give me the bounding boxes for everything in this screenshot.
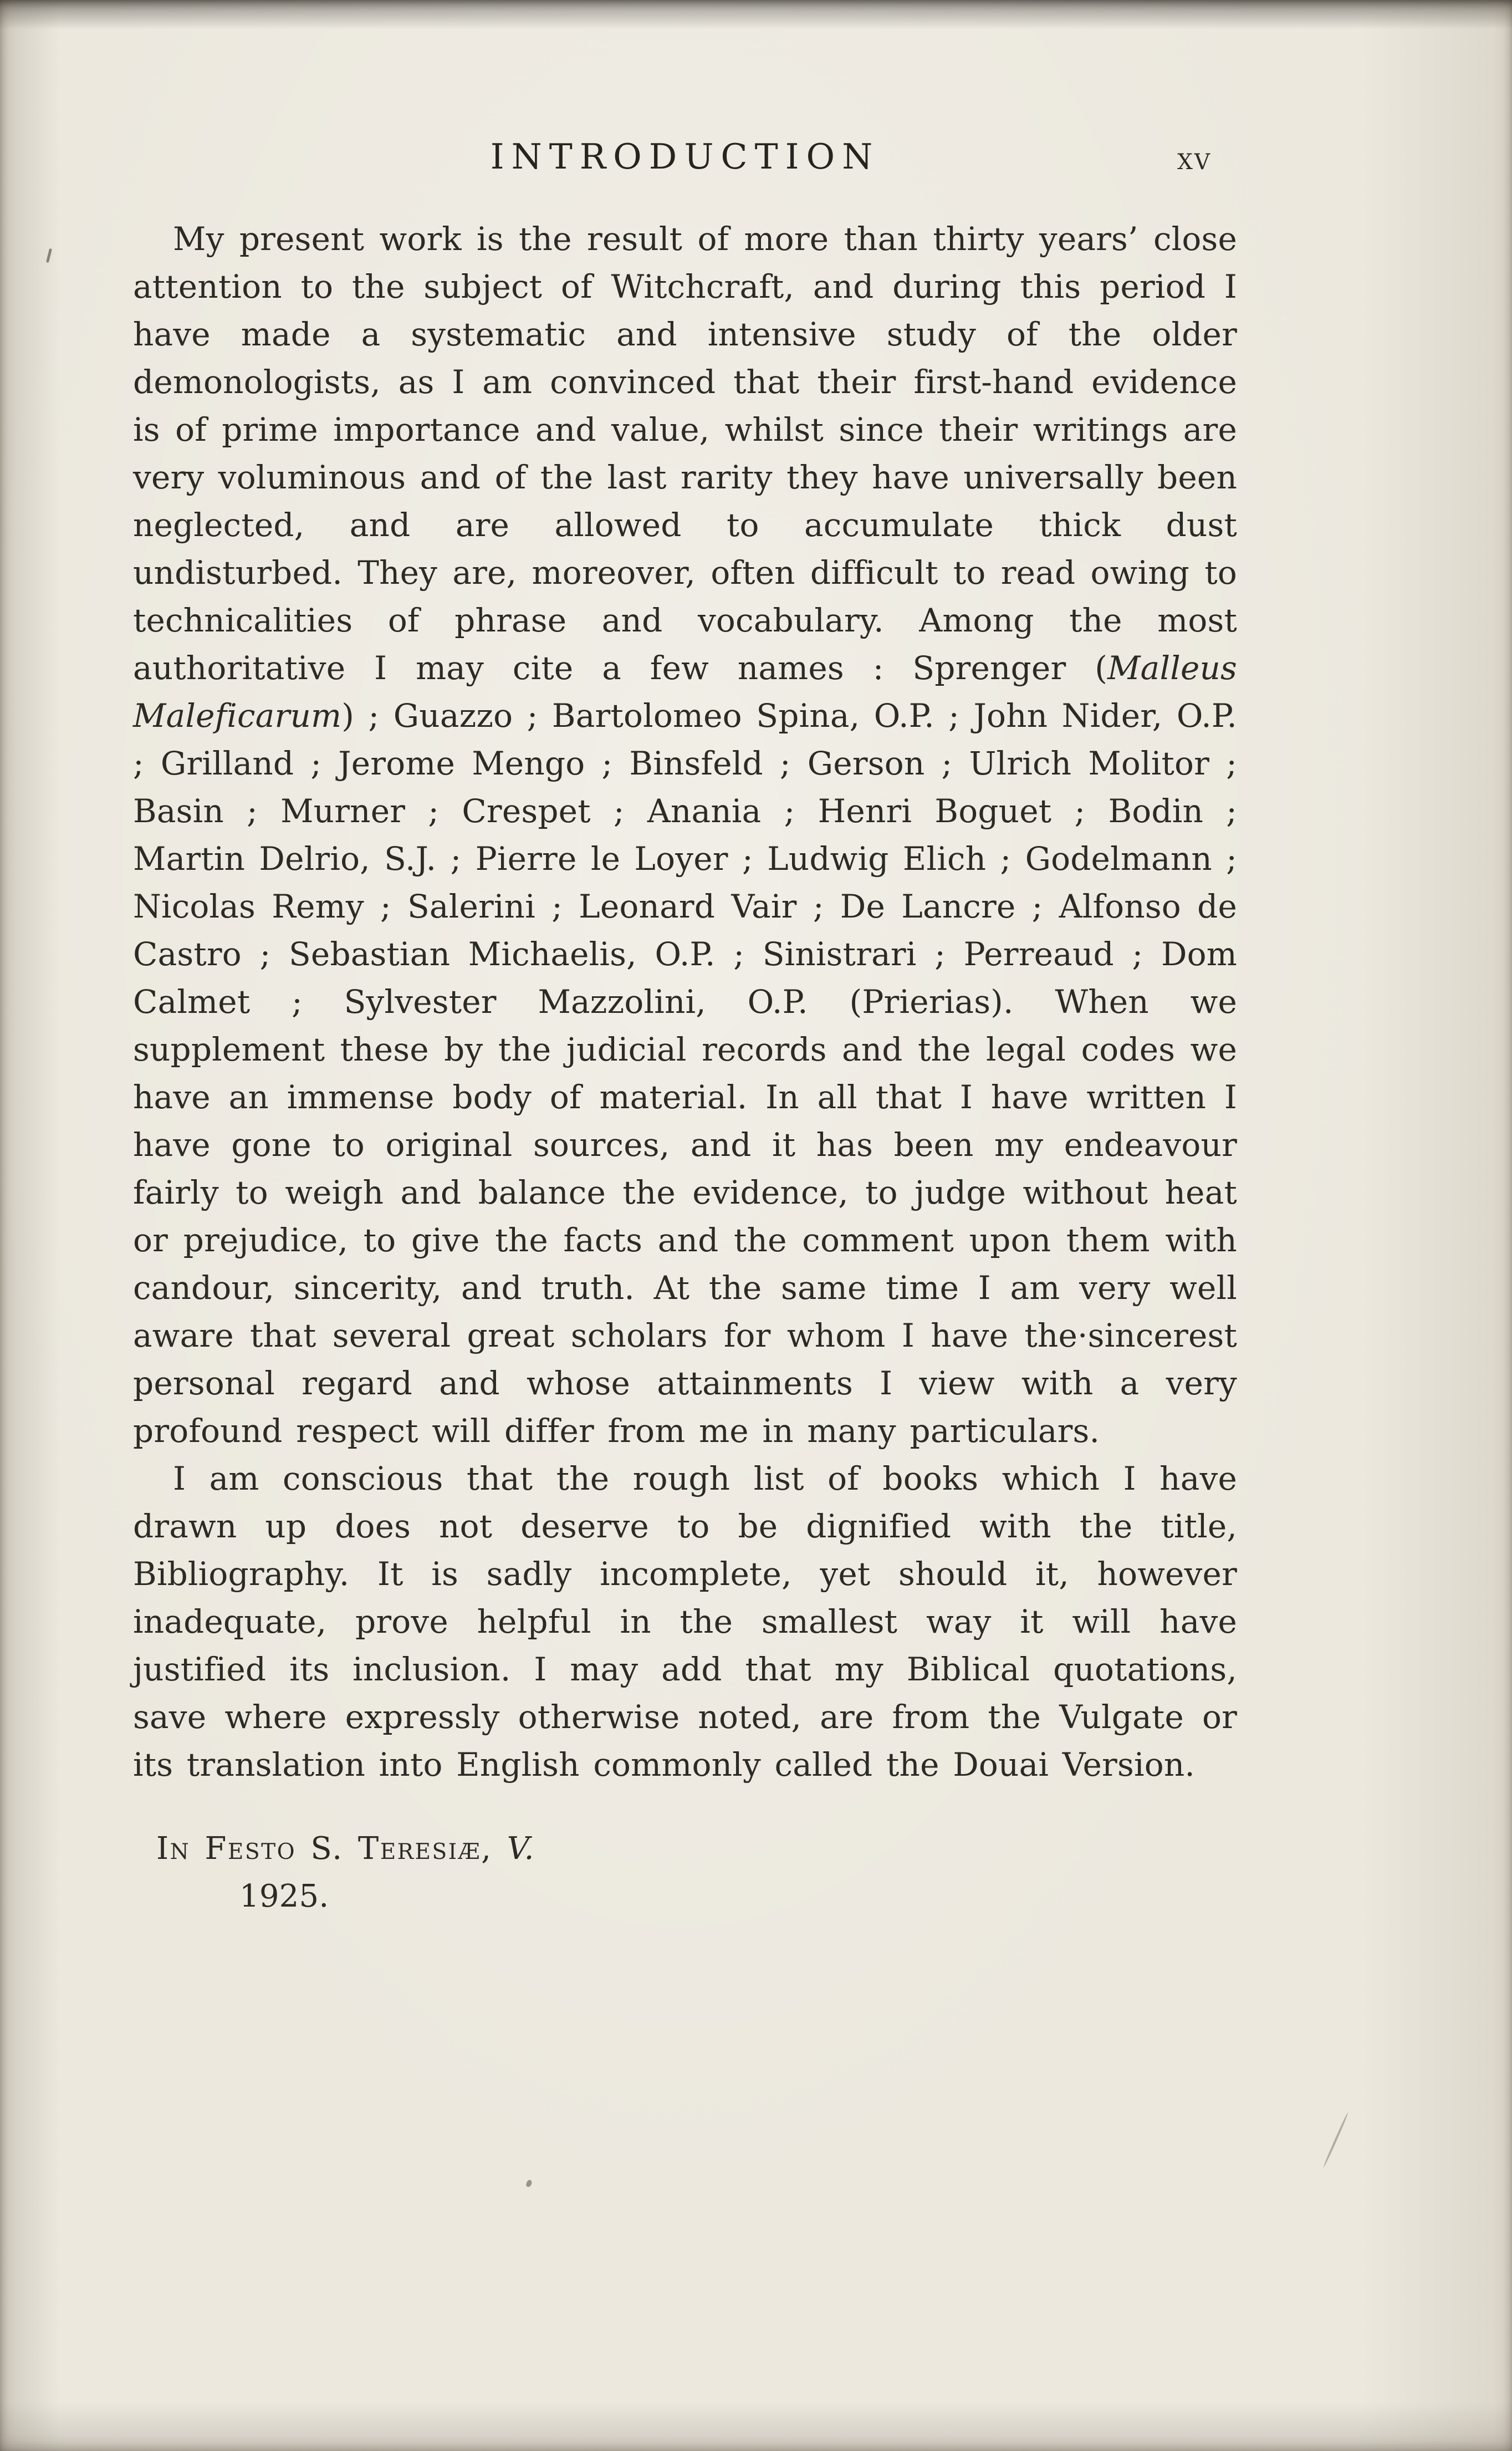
paragraph-1: My present work is the result of more than thirty years’ close attention to the subject of Witchcraft, and during this period I have made a systematic and intensive study of the older demonologists, as I am convinced that their first-hand evidence is of prime importance and value, whilst since their writings are very voluminous and of the last rarity they have universally been neglected, and are allowed to accumulate thick dust undisturbed. They are, moreover, often difficult to read owing to technicalities of phrase and vocabulary. Among the most authoritative I may cite a few names : Sprenger (Malleus Maleficarum) ; Guazzo ; Bartolomeo Spina, O.P. ; John Nider, O.P. ; Grilland ; Jerome Mengo ; Binsfeld ; Gerson ; Ulrich Molitor ; Basin ; Murner ; Crespet ; Anania ; Henri Boguet ; Bodin ; Martin Delrio, S.J. ; Pierre le Loyer ; Ludwig Elich ; Godelmann ; Nicolas Remy ; Salerini ; Leonard Vair ; De Lancre ; Alfonso de Castro ; Sebastian Michaelis, O.P. ; Sinistrari ; Perreaud ; Dom Calmet ; Sylvester Mazzolini, O.P. (Prierias). When we supplement these by the judicial records and the legal codes we have an immense body of material. In all that I have written I have gone to original sources, and it has been my endeavour fairly to weigh and balance the evidence, to judge without heat or prejudice, to give the facts and the comment upon them with candour, sincerity, and truth. At the same time I am very well aware that several great scholars for whom I have the·sincerest personal regard and whose attainments I view with a very profound respect will differ from me in many particulars. [133,220,1237,1450]
page-title: INTRODUCTION [490,136,880,177]
paragraph-2: I am conscious that the rough list of books which I have drawn up does not deserve to be dignified with the title, Bibliography. It is sadly incomplete, yet should it, however inadequate, prove helpful in the smallest way it will have justified its inclusion. I may add that my Biblical quotations, save where expressly otherwise noted, are from the Vulgate or its translation into English commonly called the Douai Version. [133,1460,1237,1784]
scan-artifact [1322,2112,1349,2168]
page-number: xv [1177,141,1212,177]
scan-artifact [525,2179,533,2188]
scan-artifact [46,248,52,263]
page-header [133,136,1237,187]
closing-block [133,1825,1237,1920]
body-text [133,215,1237,1920]
closing-year: 1925. [239,1878,329,1914]
closing-line: In Festo S. Teresiæ, V. [156,1831,534,1867]
